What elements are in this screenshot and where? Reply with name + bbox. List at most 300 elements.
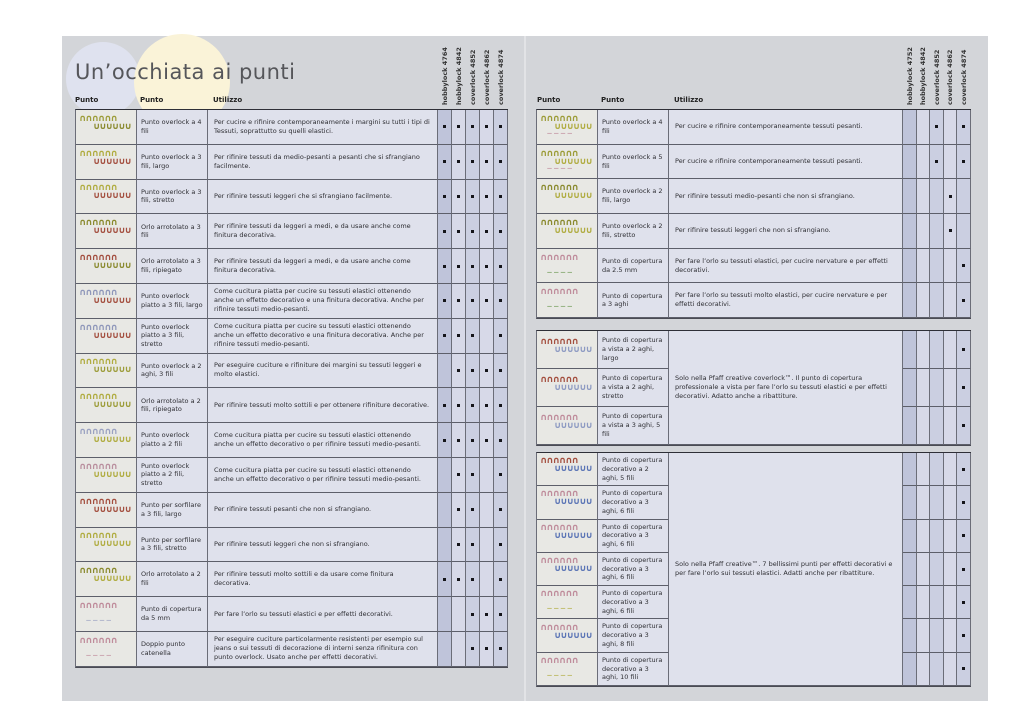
stitch-art-lower: ∪∪∪∪∪∪ bbox=[554, 121, 592, 132]
stitch-image-cell bbox=[537, 553, 598, 586]
stitch-art bbox=[539, 375, 594, 401]
stitch-art-upper: ∩∩∩∩∩∩ bbox=[540, 183, 578, 194]
stitch-art-upper: ∩∩∩∩∩∩ bbox=[540, 287, 578, 298]
stitch-name: Punto overlock a 2 aghi, 3 fili bbox=[137, 354, 208, 389]
stitch-name: Punto di copertura decorativo a 2 aghi, 5 fili bbox=[598, 453, 669, 486]
model-label: hobbylock 4842 bbox=[919, 47, 928, 105]
compat-dot bbox=[457, 195, 460, 198]
compat-dot-cell bbox=[494, 180, 508, 215]
compat-dot-cell bbox=[480, 319, 494, 354]
compat-dot-cell bbox=[957, 586, 971, 619]
stitch-art bbox=[539, 556, 594, 582]
stitch-description: Per rifinire tessuti leggeri che si sfrangiano facilmente. bbox=[208, 180, 438, 215]
compat-dot-cell bbox=[438, 354, 452, 389]
compat-dot bbox=[457, 334, 460, 337]
model-label: coverlock 4852 bbox=[932, 49, 941, 105]
compat-dot-cell bbox=[930, 553, 944, 586]
right-stitch-table-section-3 bbox=[536, 452, 971, 687]
compat-dot-cell bbox=[944, 369, 958, 407]
stitch-art bbox=[78, 183, 133, 209]
stitch-name: Orlo arrotolato a 2 fili bbox=[137, 562, 208, 597]
stitch-art-upper: ∩∩∩∩∩∩ bbox=[79, 392, 117, 403]
compat-dot-cell bbox=[452, 110, 466, 145]
compat-dot-cell bbox=[957, 283, 971, 318]
compat-dot bbox=[443, 578, 446, 581]
compat-dot-cell bbox=[944, 249, 958, 284]
compat-dot bbox=[485, 125, 488, 128]
stitch-image-cell bbox=[76, 354, 137, 389]
stitch-art bbox=[78, 636, 133, 662]
compat-dot bbox=[457, 543, 460, 546]
stitch-art-lower: ∪∪∪∪∪∪ bbox=[93, 539, 131, 550]
compat-dot-cell bbox=[438, 458, 452, 493]
compat-dot-cell bbox=[494, 214, 508, 249]
compat-dot bbox=[962, 160, 965, 163]
compat-dot-cell bbox=[957, 179, 971, 214]
right-stitch-table-section-1 bbox=[536, 109, 971, 319]
compat-dot-cell bbox=[917, 520, 931, 553]
compat-dot bbox=[962, 501, 965, 504]
compat-dot-cell bbox=[903, 586, 917, 619]
stitch-art-lower: ∪∪∪∪∪∪ bbox=[554, 530, 592, 541]
stitch-art-upper: ∩∩∩∩∩∩ bbox=[540, 489, 578, 500]
compat-dot-cell bbox=[466, 249, 480, 284]
stitch-name: Punto overlock a 3 fili, stretto bbox=[137, 180, 208, 215]
compat-dot bbox=[485, 160, 488, 163]
compat-dot-cell bbox=[494, 562, 508, 597]
compat-dot-cell bbox=[494, 458, 508, 493]
compat-dot-cell bbox=[480, 145, 494, 180]
stitch-image-cell bbox=[537, 520, 598, 553]
stitch-art-upper: ∩∩∩∩∩∩ bbox=[79, 253, 117, 264]
stitch-art bbox=[539, 489, 594, 515]
stitch-name: Punto di copertura decorativo a 3 aghi, 6 fili bbox=[598, 520, 669, 553]
stitch-art-upper: ∩∩∩∩∩∩ bbox=[79, 218, 117, 229]
compat-dot-cell bbox=[466, 423, 480, 458]
stitch-art bbox=[539, 623, 594, 649]
compat-dot bbox=[443, 195, 446, 198]
compat-dot-cell bbox=[452, 423, 466, 458]
stitch-image-cell bbox=[76, 458, 137, 493]
stitch-description: Come cucitura piatta per cucire su tessuti elastici ottenendo anche un effetto decorativo e una finitura decorativa. Anche per rifinire tessuti medio-pesanti. bbox=[208, 284, 438, 319]
compat-dot-cell bbox=[452, 319, 466, 354]
compat-dot bbox=[457, 299, 460, 302]
right-col-header-punto-image: Punto bbox=[537, 96, 561, 104]
compat-dot bbox=[471, 369, 474, 372]
right-col-header-punto-name: Punto bbox=[601, 96, 625, 104]
compat-dot-cell bbox=[917, 249, 931, 284]
compat-dot-cell bbox=[480, 423, 494, 458]
compat-dot-cell bbox=[944, 453, 958, 486]
compat-dot-cell bbox=[917, 553, 931, 586]
stitch-description: Per rifinire tessuti leggeri che non si sfrangiano. bbox=[669, 214, 903, 249]
compat-dot-cell bbox=[903, 145, 917, 180]
stitch-image-cell bbox=[76, 249, 137, 284]
stitch-art-lower: ∪∪∪∪∪∪ bbox=[93, 261, 131, 272]
compat-dot-cell bbox=[917, 486, 931, 519]
compat-dot-cell bbox=[930, 619, 944, 652]
stitch-name: Punto overlock a 5 fili bbox=[598, 145, 669, 180]
compat-dot-cell bbox=[466, 214, 480, 249]
compat-dot-cell bbox=[452, 249, 466, 284]
stitch-description: Per cucire e rifinire contemporaneamente tessuti pesanti. bbox=[669, 145, 903, 180]
stitch-name: Punto overlock a 4 fili bbox=[598, 110, 669, 145]
compat-dot-cell bbox=[903, 619, 917, 652]
compat-dot bbox=[499, 543, 502, 546]
page-title: Un’occhiata ai punti bbox=[75, 60, 296, 84]
compat-dot-cell bbox=[957, 331, 971, 369]
compat-dot bbox=[443, 230, 446, 233]
compat-dot bbox=[457, 369, 460, 372]
stitch-art-lower: ∪∪∪∪∪∪ bbox=[554, 497, 592, 508]
compat-dot-cell bbox=[494, 528, 508, 563]
model-label: coverlock 4852 bbox=[468, 49, 477, 105]
stitch-art-upper: ∩∩∩∩∩∩ bbox=[540, 148, 578, 159]
compat-dot bbox=[443, 299, 446, 302]
stitch-art bbox=[78, 392, 133, 418]
stitch-art-lower: ∪∪∪∪∪∪ bbox=[554, 191, 592, 202]
compat-dot bbox=[485, 230, 488, 233]
compat-dot-cell bbox=[903, 331, 917, 369]
stitch-image-cell bbox=[537, 331, 598, 369]
compat-dot bbox=[485, 195, 488, 198]
stitch-art bbox=[78, 531, 133, 557]
compat-dot-cell bbox=[494, 110, 508, 145]
compat-dot bbox=[485, 369, 488, 372]
stitch-art-upper: ∩∩∩∩∩∩ bbox=[79, 357, 117, 368]
compat-dot-cell bbox=[438, 249, 452, 284]
page-gutter bbox=[524, 36, 526, 701]
compat-dot bbox=[471, 613, 474, 616]
stitch-art-upper: ∩∩∩∩∩∩ bbox=[540, 336, 578, 347]
compat-dot bbox=[485, 647, 488, 650]
stitch-image-cell bbox=[76, 632, 137, 667]
stitch-art-lower: ∪∪∪∪∪∪ bbox=[93, 435, 131, 446]
compat-dot-cell bbox=[438, 562, 452, 597]
compat-dot bbox=[499, 473, 502, 476]
compat-dot-cell bbox=[957, 214, 971, 249]
left-col-header-utilizzo: Utilizzo bbox=[213, 96, 243, 104]
model-label: coverlock 4874 bbox=[959, 49, 968, 105]
stitch-art bbox=[78, 218, 133, 244]
compat-dot-cell bbox=[930, 214, 944, 249]
compat-dot-cell bbox=[494, 145, 508, 180]
stitch-description: Per rifinire tessuti molto sottili e da usare come finitura decorativa. bbox=[208, 562, 438, 597]
right-stitch-table-section-2 bbox=[536, 330, 971, 446]
compat-dot-cell bbox=[452, 493, 466, 528]
compat-dot-cell bbox=[930, 145, 944, 180]
compat-dot-cell bbox=[466, 388, 480, 423]
compat-dot-cell bbox=[438, 423, 452, 458]
stitch-art-dashes: — — — — bbox=[547, 672, 573, 679]
compat-dot-cell bbox=[957, 110, 971, 145]
compat-dot-cell bbox=[917, 586, 931, 619]
stitch-image-cell bbox=[76, 493, 137, 528]
stitch-art-upper: ∩∩∩∩∩∩ bbox=[540, 655, 578, 666]
stitch-art bbox=[539, 589, 594, 615]
stitch-name: Punto di copertura da 2.5 mm bbox=[598, 249, 669, 284]
stitch-art-lower: ∪∪∪∪∪∪ bbox=[554, 344, 592, 355]
stitch-art-upper: ∩∩∩∩∩∩ bbox=[79, 635, 117, 646]
compat-dot-cell bbox=[452, 145, 466, 180]
compat-dot-cell bbox=[494, 493, 508, 528]
model-label: coverlock 4874 bbox=[496, 49, 505, 105]
compat-dot-cell bbox=[930, 407, 944, 445]
compat-dot-cell bbox=[957, 553, 971, 586]
compat-dot-cell bbox=[917, 145, 931, 180]
compat-dot-cell bbox=[944, 407, 958, 445]
compat-dot bbox=[457, 265, 460, 268]
stitch-art-lower: ∪∪∪∪∪∪ bbox=[554, 156, 592, 167]
stitch-art-upper: ∩∩∩∩∩∩ bbox=[79, 183, 117, 194]
compat-dot-cell bbox=[930, 653, 944, 686]
stitch-art-upper: ∩∩∩∩∩∩ bbox=[540, 374, 578, 385]
compat-dot bbox=[499, 647, 502, 650]
stitch-name: Punto di copertura decorativo a 3 aghi, 8 fili bbox=[598, 619, 669, 652]
stitch-image-cell bbox=[76, 214, 137, 249]
compat-dot-cell bbox=[438, 319, 452, 354]
compat-dot-cell bbox=[903, 249, 917, 284]
compat-dot-cell bbox=[944, 179, 958, 214]
stitch-name: Punto di copertura decorativo a 3 aghi, 6 fili bbox=[598, 486, 669, 519]
stitch-name: Punto di copertura decorativo a 3 aghi, 10 fili bbox=[598, 653, 669, 686]
stitch-art bbox=[78, 323, 133, 349]
model-label: hobbylock 4842 bbox=[454, 47, 463, 105]
compat-dot-cell bbox=[957, 369, 971, 407]
compat-dot-cell bbox=[480, 214, 494, 249]
compat-dot-cell bbox=[438, 145, 452, 180]
compat-dot-cell bbox=[494, 423, 508, 458]
compat-dot-cell bbox=[903, 369, 917, 407]
stitch-art bbox=[539, 218, 594, 244]
stitch-name: Punto overlock a 2 fili, stretto bbox=[598, 214, 669, 249]
compat-dot-cell bbox=[917, 653, 931, 686]
compat-dot-cell bbox=[438, 493, 452, 528]
compat-dot-cell bbox=[944, 145, 958, 180]
compat-dot bbox=[499, 334, 502, 337]
stitch-art bbox=[539, 656, 594, 682]
stitch-art bbox=[78, 427, 133, 453]
compat-dot-cell bbox=[930, 249, 944, 284]
compat-dot-cell bbox=[494, 632, 508, 667]
compat-dot-cell bbox=[438, 214, 452, 249]
stitch-art bbox=[539, 413, 594, 439]
compat-dot bbox=[949, 229, 952, 232]
compat-dot-cell bbox=[917, 407, 931, 445]
stitch-art bbox=[78, 497, 133, 523]
compat-dot-cell bbox=[944, 553, 958, 586]
stitch-art bbox=[78, 462, 133, 488]
compat-dot-cell bbox=[480, 458, 494, 493]
stitch-art-dashes: — — — — bbox=[86, 618, 112, 625]
stitch-image-cell bbox=[537, 653, 598, 686]
stitch-art bbox=[78, 114, 133, 140]
compat-dot bbox=[471, 578, 474, 581]
compat-dot-cell bbox=[917, 369, 931, 407]
stitch-art-lower: ∪∪∪∪∪∪ bbox=[554, 464, 592, 475]
stitch-image-cell bbox=[76, 110, 137, 145]
compat-dot-cell bbox=[903, 486, 917, 519]
compat-dot bbox=[499, 613, 502, 616]
compat-dot-cell bbox=[930, 520, 944, 553]
stitch-description: Per fare l’orlo su tessuti elastici, per cucire nervature e per effetti decorativi. bbox=[669, 249, 903, 284]
stitch-image-cell bbox=[76, 319, 137, 354]
compat-dot bbox=[471, 404, 474, 407]
stitch-art-lower: ∪∪∪∪∪∪ bbox=[554, 382, 592, 393]
stitch-image-cell bbox=[76, 180, 137, 215]
compat-dot-cell bbox=[438, 528, 452, 563]
stitch-name: Punto overlock a 2 fili, largo bbox=[598, 179, 669, 214]
stitch-name: Orlo arrotolato a 3 fili, ripiegato bbox=[137, 249, 208, 284]
stitch-art bbox=[78, 253, 133, 279]
section-description: Solo nella Pfaff creative™. 7 bellissimi punti per effetti decorativi e per fare l’orlo sui tessuti elastici. Adatti anche per ribattiture. bbox=[669, 453, 903, 686]
compat-dot-cell bbox=[917, 331, 931, 369]
compat-dot-cell bbox=[494, 388, 508, 423]
stitch-art-lower: ∪∪∪∪∪∪ bbox=[93, 574, 131, 585]
stitch-image-cell bbox=[537, 486, 598, 519]
compat-dot-cell bbox=[466, 284, 480, 319]
compat-dot bbox=[499, 299, 502, 302]
compat-dot bbox=[471, 265, 474, 268]
stitch-art bbox=[539, 149, 594, 175]
compat-dot bbox=[443, 125, 446, 128]
compat-dot-cell bbox=[480, 632, 494, 667]
compat-dot bbox=[471, 125, 474, 128]
compat-dot-cell bbox=[903, 283, 917, 318]
stitch-image-cell bbox=[76, 388, 137, 423]
stitch-art-lower: ∪∪∪∪∪∪ bbox=[93, 365, 131, 376]
compat-dot-cell bbox=[452, 354, 466, 389]
compat-dot-cell bbox=[957, 407, 971, 445]
compat-dot-cell bbox=[480, 284, 494, 319]
stitch-name: Punto di copertura decorativo a 3 aghi, 6 fili bbox=[598, 553, 669, 586]
stitch-art bbox=[539, 337, 594, 363]
compat-dot-cell bbox=[930, 283, 944, 318]
stitch-image-cell bbox=[76, 528, 137, 563]
stitch-name: Punto di copertura a vista a 2 aghi, stretto bbox=[598, 369, 669, 407]
compat-dot bbox=[457, 473, 460, 476]
compat-dot-cell bbox=[480, 528, 494, 563]
compat-dot-cell bbox=[466, 458, 480, 493]
compat-dot-cell bbox=[466, 597, 480, 632]
stitch-art-lower: ∪∪∪∪∪∪ bbox=[93, 191, 131, 202]
stitch-art-dashes: — — — — bbox=[547, 606, 573, 613]
stitch-art bbox=[539, 253, 594, 279]
compat-dot-cell bbox=[480, 493, 494, 528]
compat-dot bbox=[962, 264, 965, 267]
compat-dot-cell bbox=[944, 283, 958, 318]
compat-dot bbox=[962, 424, 965, 427]
stitch-name: Orlo arrotolato a 2 fili, ripiegato bbox=[137, 388, 208, 423]
compat-dot bbox=[499, 160, 502, 163]
compat-dot-cell bbox=[957, 249, 971, 284]
compat-dot-cell bbox=[903, 110, 917, 145]
compat-dot-cell bbox=[930, 486, 944, 519]
stitch-description: Per fare l’orlo su tessuti elastici e per effetti decorativi. bbox=[208, 597, 438, 632]
compat-dot-cell bbox=[930, 179, 944, 214]
stitch-art-upper: ∩∩∩∩∩∩ bbox=[79, 427, 117, 438]
compat-dot-cell bbox=[944, 110, 958, 145]
compat-dot bbox=[471, 334, 474, 337]
stitch-description: Come cucitura piatta per cucire su tessuti elastici ottenendo anche un effetto decorativo e una finitura decorativa. Anche per rifinire tessuti medio-pesanti. bbox=[208, 319, 438, 354]
compat-dot-cell bbox=[903, 407, 917, 445]
compat-dot bbox=[457, 230, 460, 233]
stitch-name: Punto overlock piatto a 2 fili bbox=[137, 423, 208, 458]
stitch-art bbox=[539, 287, 594, 313]
compat-dot-cell bbox=[957, 453, 971, 486]
stitch-art-lower: ∪∪∪∪∪∪ bbox=[93, 330, 131, 341]
compat-dot-cell bbox=[466, 493, 480, 528]
stitch-name: Punto per sorfilare a 3 fili, largo bbox=[137, 493, 208, 528]
compat-dot-cell bbox=[944, 520, 958, 553]
compat-dot bbox=[471, 543, 474, 546]
compat-dot bbox=[457, 508, 460, 511]
compat-dot bbox=[499, 578, 502, 581]
stitch-art-lower: ∪∪∪∪∪∪ bbox=[93, 295, 131, 306]
compat-dot bbox=[471, 473, 474, 476]
stitch-art-dashes: — — — — bbox=[86, 652, 112, 659]
stitch-art-lower: ∪∪∪∪∪∪ bbox=[554, 420, 592, 431]
compat-dot bbox=[485, 265, 488, 268]
stitch-name: Punto overlock a 4 fili bbox=[137, 110, 208, 145]
compat-dot bbox=[485, 299, 488, 302]
stitch-name: Punto overlock piatto a 3 fili, largo bbox=[137, 284, 208, 319]
compat-dot bbox=[457, 404, 460, 407]
compat-dot-cell bbox=[944, 214, 958, 249]
compat-dot-cell bbox=[903, 214, 917, 249]
compat-dot-cell bbox=[944, 586, 958, 619]
model-label: coverlock 4862 bbox=[482, 49, 491, 105]
compat-dot-cell bbox=[903, 653, 917, 686]
compat-dot bbox=[499, 404, 502, 407]
stitch-art-upper: ∩∩∩∩∩∩ bbox=[540, 622, 578, 633]
compat-dot bbox=[962, 601, 965, 604]
compat-dot-cell bbox=[466, 562, 480, 597]
stitch-art-upper: ∩∩∩∩∩∩ bbox=[79, 113, 117, 124]
compat-dot bbox=[485, 439, 488, 442]
compat-dot-cell bbox=[494, 249, 508, 284]
compat-dot-cell bbox=[903, 520, 917, 553]
compat-dot-cell bbox=[480, 388, 494, 423]
compat-dot-cell bbox=[903, 453, 917, 486]
stitch-art-dashes: — — — — bbox=[547, 130, 573, 137]
compat-dot-cell bbox=[466, 145, 480, 180]
compat-dot-cell bbox=[480, 354, 494, 389]
stitch-image-cell bbox=[537, 369, 598, 407]
compat-dot-cell bbox=[466, 528, 480, 563]
compat-dot-cell bbox=[944, 619, 958, 652]
stitch-art-upper: ∩∩∩∩∩∩ bbox=[79, 601, 117, 612]
compat-dot bbox=[962, 568, 965, 571]
compat-dot bbox=[962, 468, 965, 471]
stitch-description: Per cucire e rifinire contemporaneamente i margini su tutti i tipi di Tessuti, soprattutto su quelli elastici. bbox=[208, 110, 438, 145]
compat-dot-cell bbox=[452, 388, 466, 423]
compat-dot-cell bbox=[957, 520, 971, 553]
compat-dot bbox=[457, 578, 460, 581]
compat-dot-cell bbox=[452, 597, 466, 632]
compat-dot-cell bbox=[480, 249, 494, 284]
model-label: coverlock 4862 bbox=[946, 49, 955, 105]
compat-dot bbox=[471, 299, 474, 302]
stitch-name: Punto di copertura a vista a 2 aghi, largo bbox=[598, 331, 669, 369]
compat-dot-cell bbox=[452, 528, 466, 563]
stitch-art-upper: ∩∩∩∩∩∩ bbox=[79, 566, 117, 577]
compat-dot-cell bbox=[930, 586, 944, 619]
compat-dot-cell bbox=[438, 632, 452, 667]
compat-dot-cell bbox=[452, 632, 466, 667]
compat-dot bbox=[962, 667, 965, 670]
compat-dot bbox=[962, 299, 965, 302]
